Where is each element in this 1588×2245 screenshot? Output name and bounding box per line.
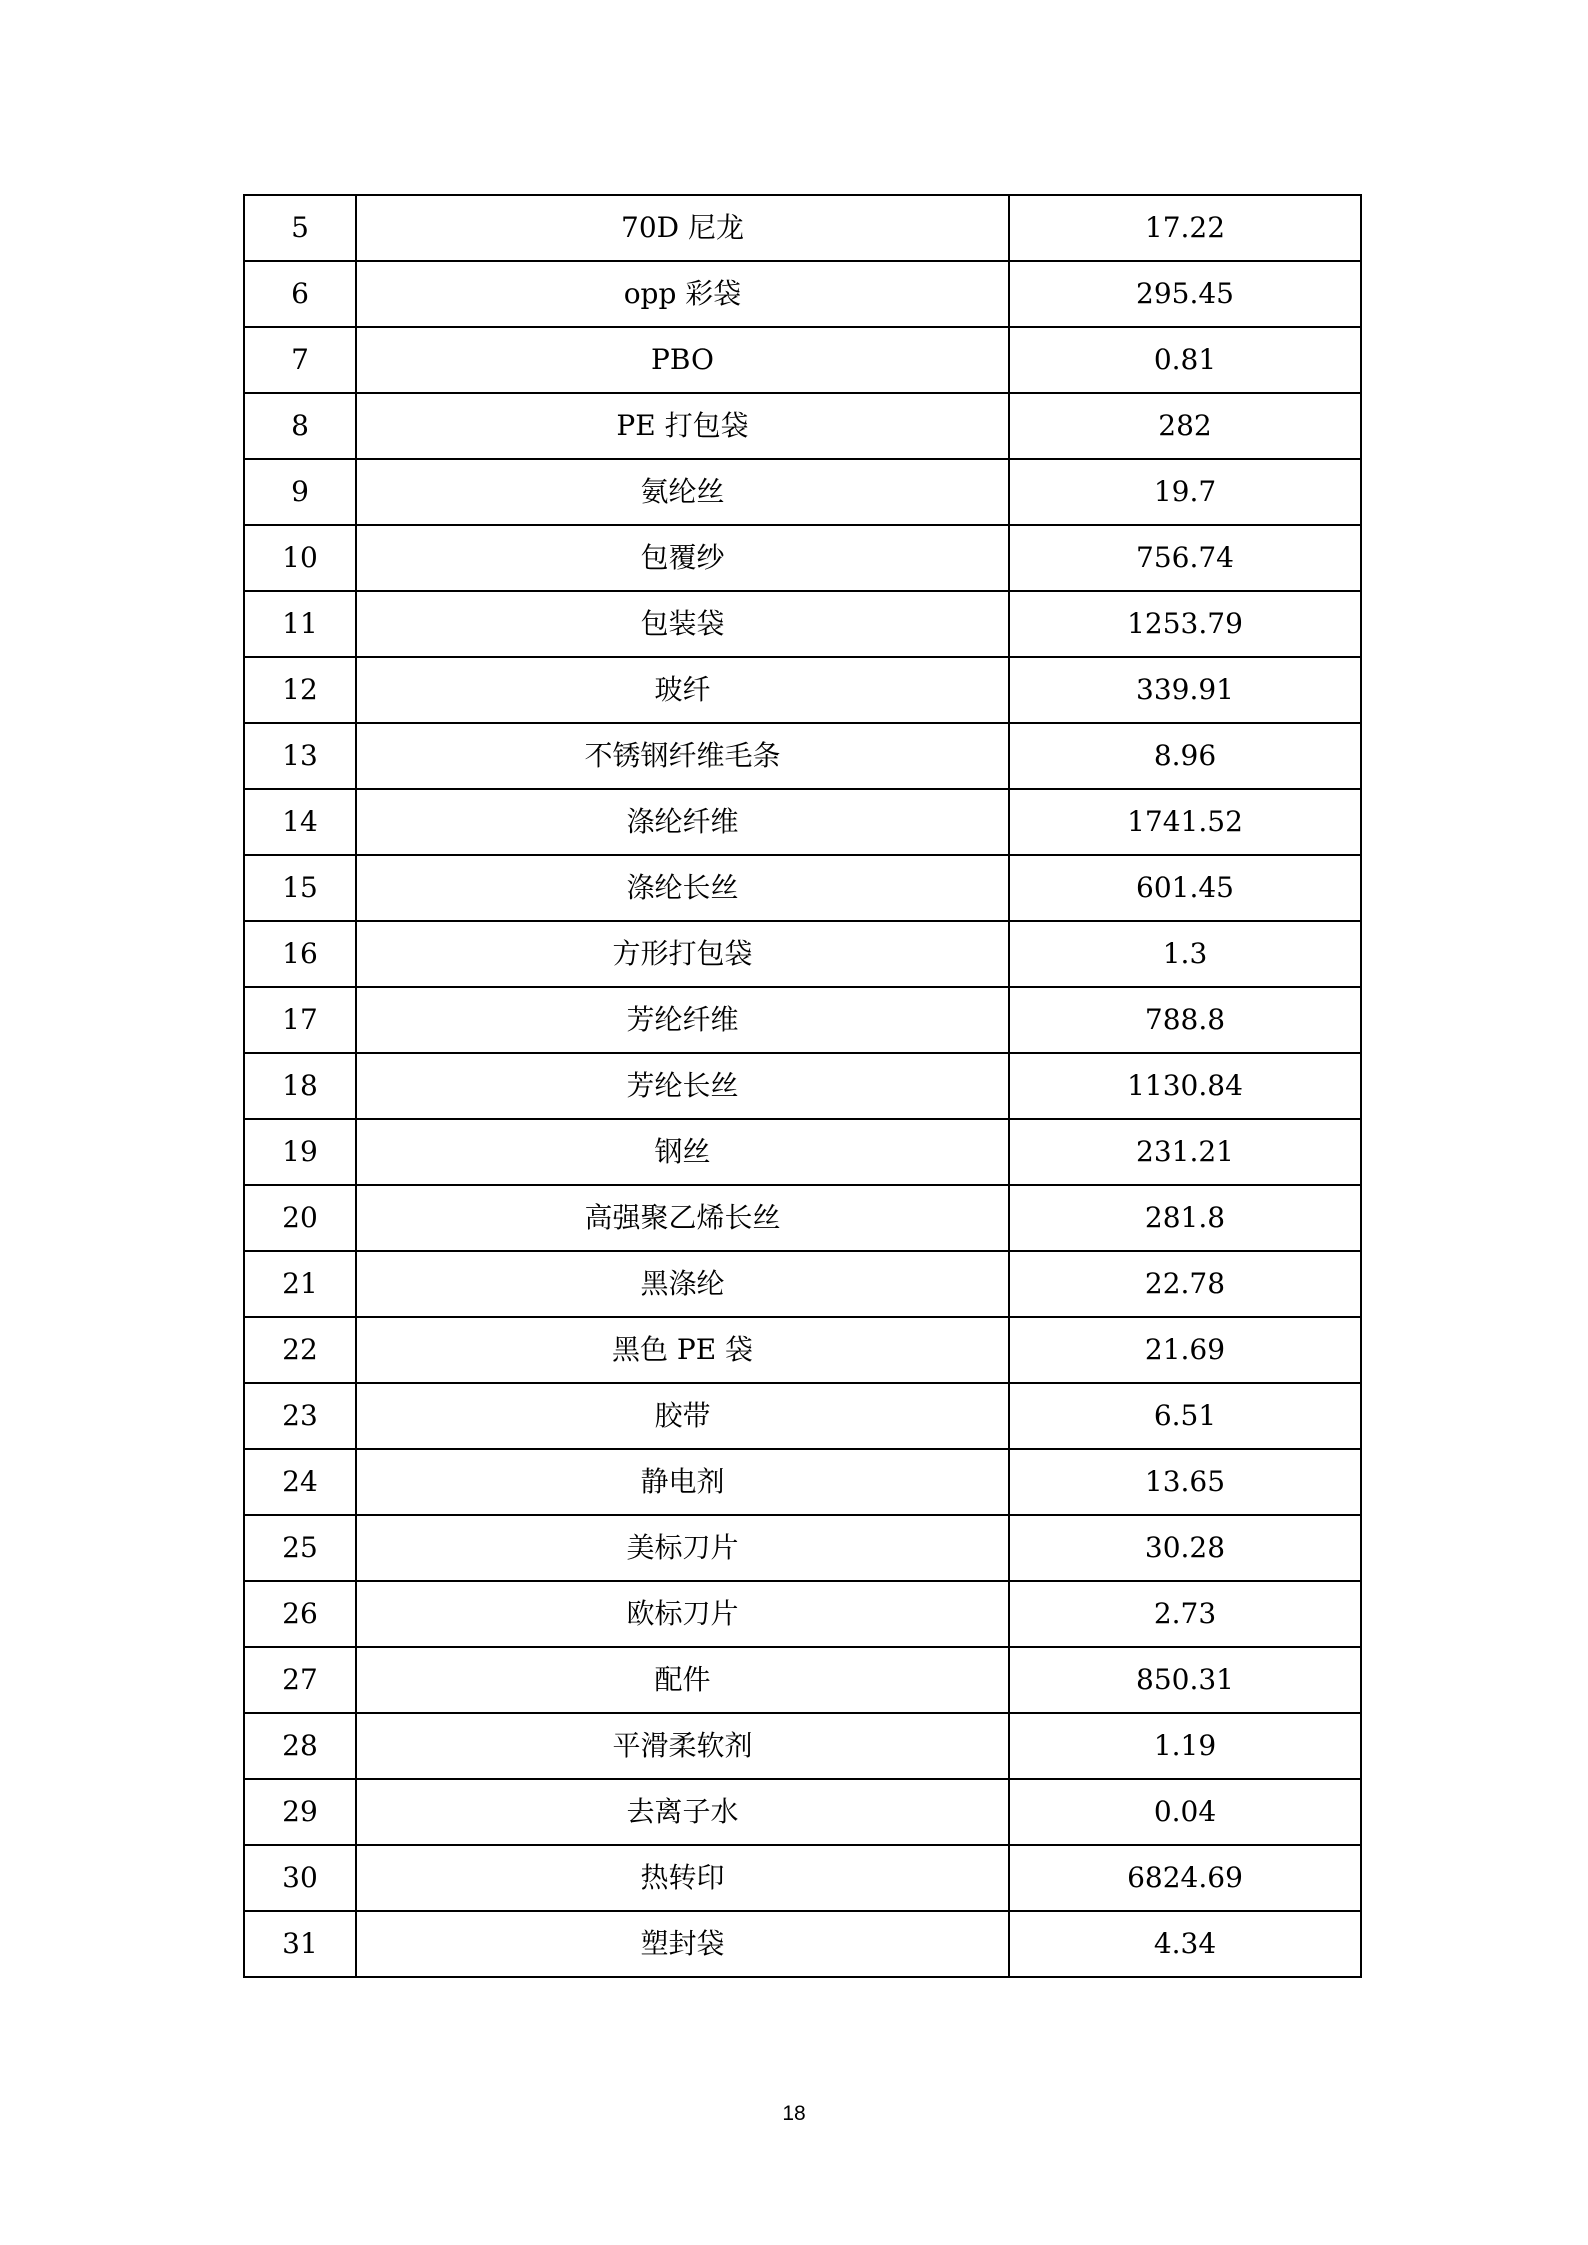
row-index-cell: 15 (244, 855, 356, 921)
table-row (244, 723, 1361, 789)
row-index-cell: 7 (244, 327, 356, 393)
material-name-cell: 平滑柔软剂 (356, 1713, 1009, 1779)
table-row (244, 1383, 1361, 1449)
material-name-cell: 黑涤纶 (356, 1251, 1009, 1317)
quantity-cell: 8.96 (1009, 723, 1361, 789)
table-row (244, 1317, 1361, 1383)
row-index-cell: 8 (244, 393, 356, 459)
table-row (244, 525, 1361, 591)
row-index-cell: 17 (244, 987, 356, 1053)
table-row (244, 987, 1361, 1053)
material-name-cell: 涤纶长丝 (356, 855, 1009, 921)
material-name-cell: 方形打包袋 (356, 921, 1009, 987)
row-index-cell: 25 (244, 1515, 356, 1581)
row-index-cell: 24 (244, 1449, 356, 1515)
row-index-cell: 11 (244, 591, 356, 657)
row-index-cell: 10 (244, 525, 356, 591)
table-row (244, 327, 1361, 393)
quantity-cell: 756.74 (1009, 525, 1361, 591)
row-index-cell: 28 (244, 1713, 356, 1779)
table-row (244, 459, 1361, 525)
table-row (244, 921, 1361, 987)
row-index-cell: 6 (244, 261, 356, 327)
quantity-cell: 17.22 (1009, 195, 1361, 261)
material-name-cell: 配件 (356, 1647, 1009, 1713)
table-row (244, 1647, 1361, 1713)
row-index-cell: 23 (244, 1383, 356, 1449)
table-row (244, 1581, 1361, 1647)
table-row (244, 789, 1361, 855)
material-name-cell: 包覆纱 (356, 525, 1009, 591)
quantity-cell: 22.78 (1009, 1251, 1361, 1317)
quantity-cell: 281.8 (1009, 1185, 1361, 1251)
quantity-cell: 850.31 (1009, 1647, 1361, 1713)
table-row (244, 1185, 1361, 1251)
quantity-cell: 4.34 (1009, 1911, 1361, 1977)
quantity-cell: 13.65 (1009, 1449, 1361, 1515)
quantity-cell: 1.3 (1009, 921, 1361, 987)
material-name-cell: 玻纤 (356, 657, 1009, 723)
row-index-cell: 16 (244, 921, 356, 987)
quantity-cell: 601.45 (1009, 855, 1361, 921)
quantity-cell: 1253.79 (1009, 591, 1361, 657)
table-row (244, 195, 1361, 261)
material-name-cell: 静电剂 (356, 1449, 1009, 1515)
table-row (244, 855, 1361, 921)
material-name-cell: 钢丝 (356, 1119, 1009, 1185)
material-name-cell: 氨纶丝 (356, 459, 1009, 525)
table-row (244, 1251, 1361, 1317)
table-row (244, 1911, 1361, 1977)
page-number: 18 (782, 2102, 806, 2125)
table-row (244, 1779, 1361, 1845)
row-index-cell: 13 (244, 723, 356, 789)
table-row (244, 1449, 1361, 1515)
quantity-cell: 295.45 (1009, 261, 1361, 327)
quantity-cell: 21.69 (1009, 1317, 1361, 1383)
material-name-cell: 涤纶纤维 (356, 789, 1009, 855)
material-name-cell: PE 打包袋 (356, 393, 1009, 459)
row-index-cell: 29 (244, 1779, 356, 1845)
quantity-cell: 1.19 (1009, 1713, 1361, 1779)
material-name-cell: 去离子水 (356, 1779, 1009, 1845)
table-row (244, 657, 1361, 723)
row-index-cell: 27 (244, 1647, 356, 1713)
row-index-cell: 31 (244, 1911, 356, 1977)
material-name-cell: 芳纶纤维 (356, 987, 1009, 1053)
table-row (244, 591, 1361, 657)
table-row (244, 1053, 1361, 1119)
row-index-cell: 14 (244, 789, 356, 855)
table-row (244, 1713, 1361, 1779)
quantity-cell: 231.21 (1009, 1119, 1361, 1185)
material-name-cell: 高强聚乙烯长丝 (356, 1185, 1009, 1251)
material-name-cell: 芳纶长丝 (356, 1053, 1009, 1119)
quantity-cell: 30.28 (1009, 1515, 1361, 1581)
quantity-cell: 6824.69 (1009, 1845, 1361, 1911)
material-name-cell: 胶带 (356, 1383, 1009, 1449)
row-index-cell: 19 (244, 1119, 356, 1185)
materials-table-body (244, 195, 1361, 1977)
table-row (244, 1845, 1361, 1911)
table-row (244, 1515, 1361, 1581)
material-name-cell: 包装袋 (356, 591, 1009, 657)
row-index-cell: 20 (244, 1185, 356, 1251)
material-name-cell: PBO (356, 327, 1009, 393)
table-row (244, 393, 1361, 459)
material-name-cell: 黑色 PE 袋 (356, 1317, 1009, 1383)
row-index-cell: 21 (244, 1251, 356, 1317)
material-name-cell: 热转印 (356, 1845, 1009, 1911)
row-index-cell: 9 (244, 459, 356, 525)
quantity-cell: 339.91 (1009, 657, 1361, 723)
quantity-cell: 0.81 (1009, 327, 1361, 393)
row-index-cell: 12 (244, 657, 356, 723)
quantity-cell: 1130.84 (1009, 1053, 1361, 1119)
quantity-cell: 788.8 (1009, 987, 1361, 1053)
quantity-cell: 2.73 (1009, 1581, 1361, 1647)
material-name-cell: 塑封袋 (356, 1911, 1009, 1977)
material-name-cell: 美标刀片 (356, 1515, 1009, 1581)
row-index-cell: 5 (244, 195, 356, 261)
materials-table (243, 194, 1362, 1978)
row-index-cell: 26 (244, 1581, 356, 1647)
material-name-cell: 不锈钢纤维毛条 (356, 723, 1009, 789)
table-row (244, 1119, 1361, 1185)
row-index-cell: 22 (244, 1317, 356, 1383)
table-row (244, 261, 1361, 327)
quantity-cell: 282 (1009, 393, 1361, 459)
material-name-cell: 70D 尼龙 (356, 195, 1009, 261)
row-index-cell: 18 (244, 1053, 356, 1119)
quantity-cell: 6.51 (1009, 1383, 1361, 1449)
quantity-cell: 0.04 (1009, 1779, 1361, 1845)
material-name-cell: 欧标刀片 (356, 1581, 1009, 1647)
quantity-cell: 1741.52 (1009, 789, 1361, 855)
row-index-cell: 30 (244, 1845, 356, 1911)
material-name-cell: opp 彩袋 (356, 261, 1009, 327)
quantity-cell: 19.7 (1009, 459, 1361, 525)
